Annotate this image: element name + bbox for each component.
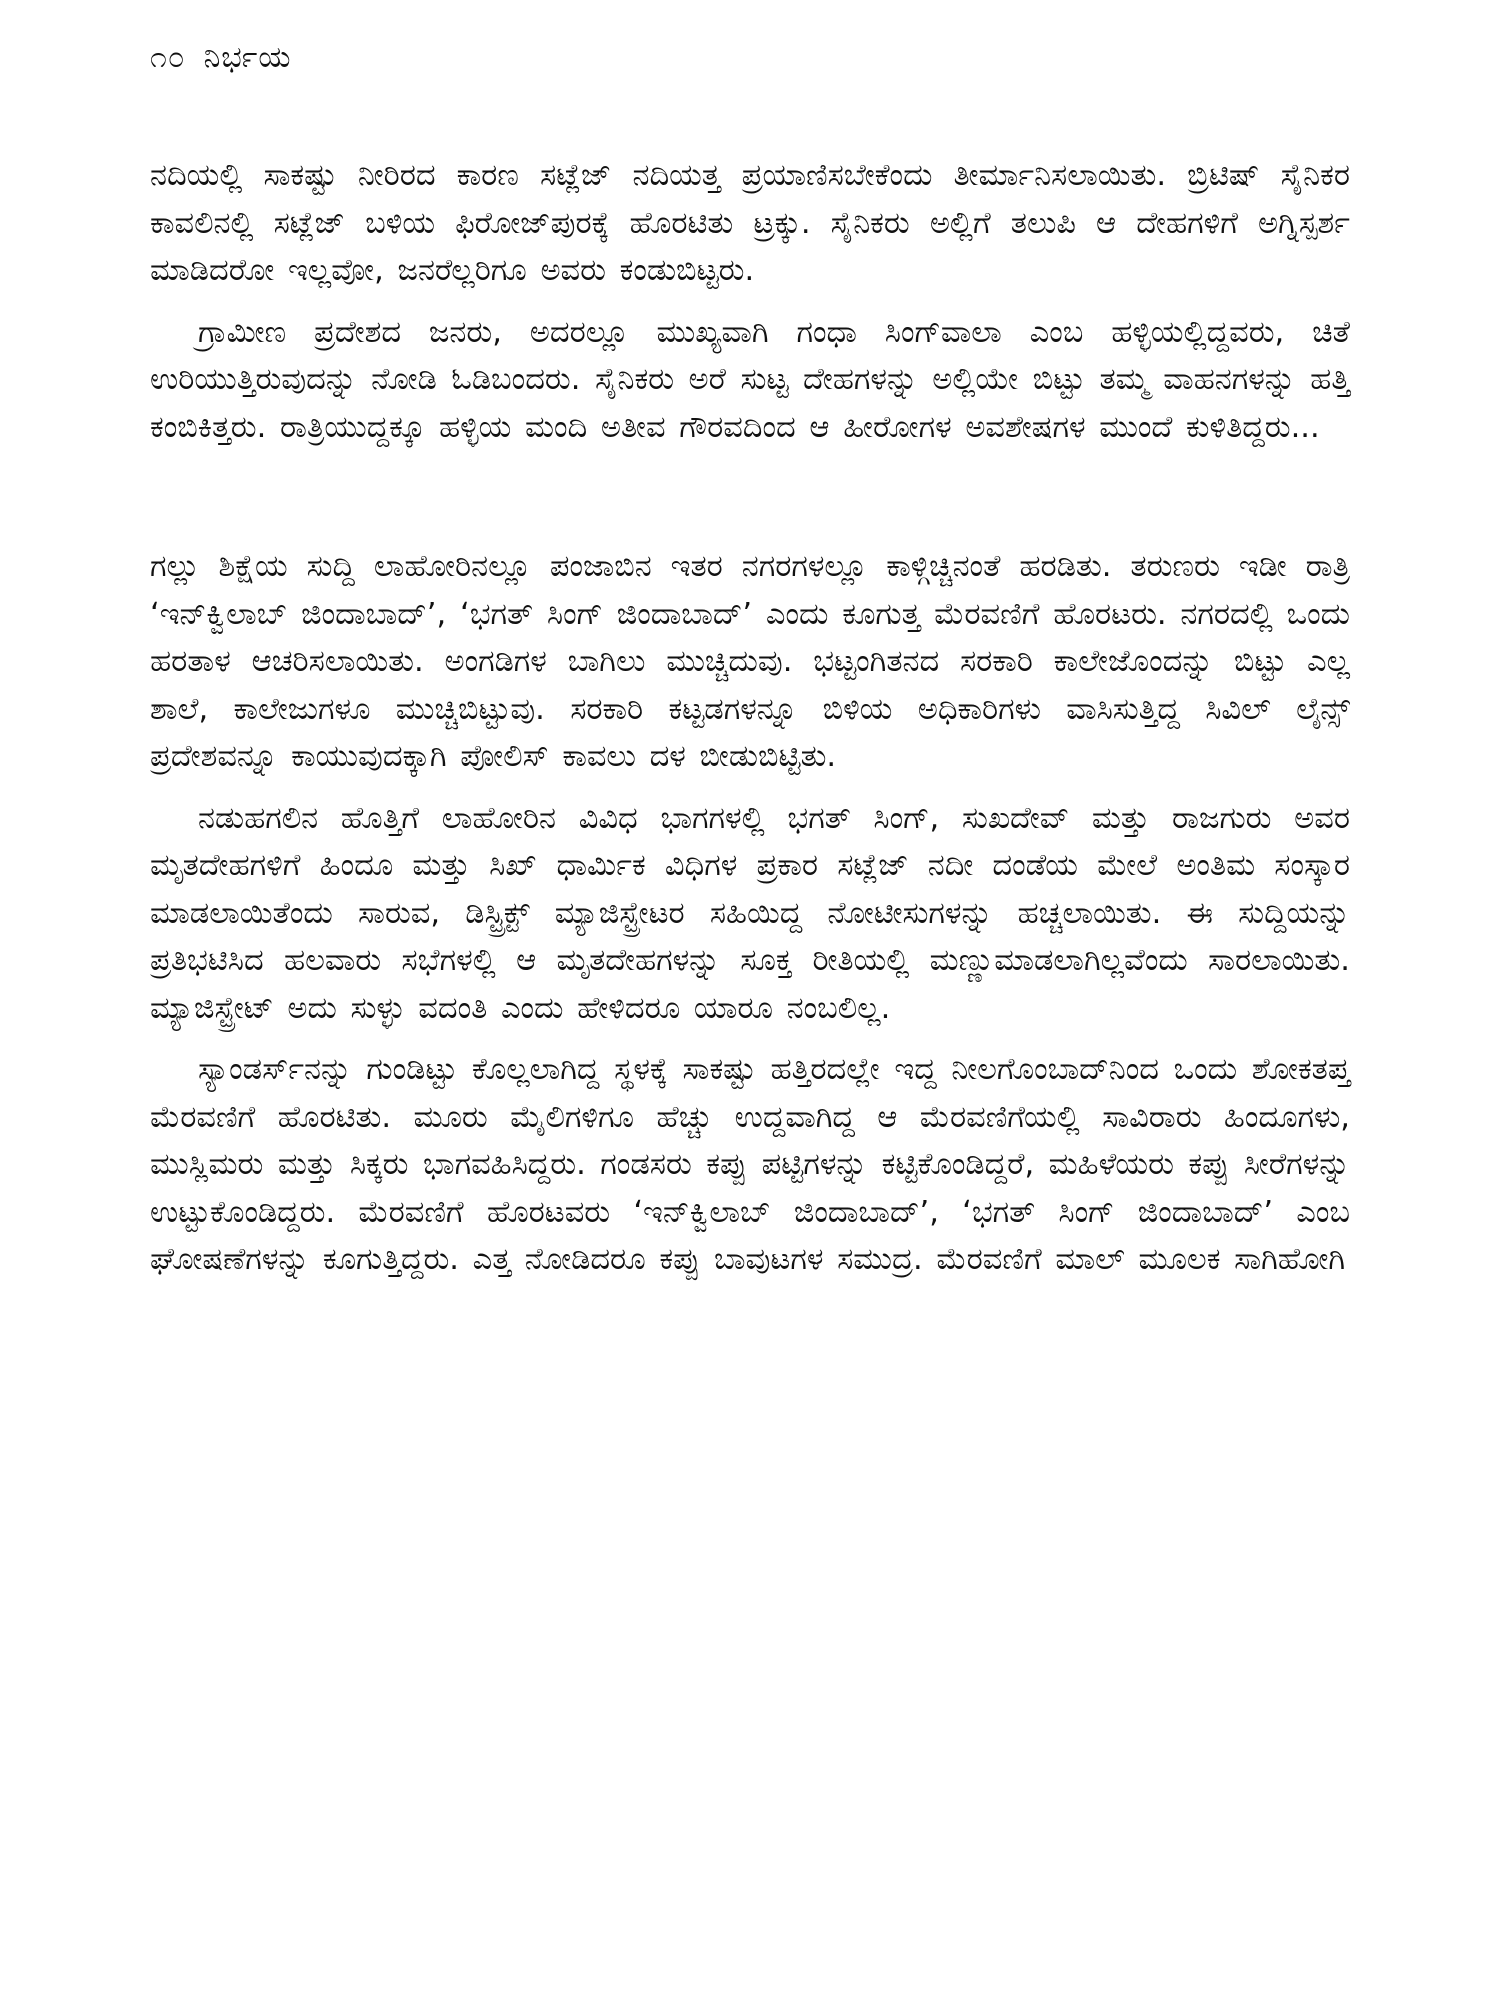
paragraph: ಗ್ರಾಮೀಣ ಪ್ರದೇಶದ ಜನರು, ಅದರಲ್ಲೂ ಮುಖ್ಯವಾಗಿ ಗಂಧಾ ಸಿಂಗ್‌ವಾಲಾ ಎಂಬ ಹಳ್ಳಿಯಲ್ಲಿದ್ದವರು, ಚಿತೆ ಉರಿಯುತ್ತಿರುವುದನ್ನು ನೋಡಿ ಓಡಿಬಂದರು. ಸೈನಿಕರು ಅರೆ ಸುಟ್ಟ ದೇಹಗಳನ್ನು ಅಲ್ಲಿಯೇ ಬಿಟ್ಟು ತಮ್ಮ ವಾಹನಗಳನ್ನು ಹತ್ತಿ ಕಂಬಿಕಿತ್ತರು. ರಾತ್ರಿಯುದ್ದಕ್ಕೂ ಹಳ್ಳಿಯ ಮಂದಿ ಅತೀವ ಗೌರವದಿಂದ ಆ ಹೀರೋಗಳ ಅವಶೇಷಗಳ ಮುಂದೆ ಕುಳಿತಿದ್ದರು... (150, 314, 1350, 445)
body-text (150, 152, 1350, 1298)
paragraph: ನಡುಹಗಲಿನ ಹೊತ್ತಿಗೆ ಲಾಹೋರಿನ ವಿವಿಧ ಭಾಗಗಳಲ್ಲಿ ಭಗತ್ ಸಿಂಗ್, ಸುಖದೇವ್ ಮತ್ತು ರಾಜಗುರು ಅವರ ಮೃತದೇಹಗಳಿಗೆ ಹಿಂದೂ ಮತ್ತು ಸಿಖ್ ಧಾರ್ಮಿಕ ವಿಧಿಗಳ ಪ್ರಕಾರ ಸಟ್ಲೆಜ್ ನದೀ ದಂಡೆಯ ಮೇಲೆ ಅಂತಿಮ ಸಂಸ್ಕಾರ ಮಾಡಲಾಯಿತೆಂದು ಸಾರುವ, ಡಿಸ್ಟ್ರಿಕ್ಟ್ ಮ್ಯಾಜಿಸ್ಟ್ರೇಟರ ಸಹಿಯಿದ್ದ ನೋಟೀಸುಗಳನ್ನು ಹಚ್ಚಲಾಯಿತು. ಈ ಸುದ್ದಿಯನ್ನು ಪ್ರತಿಭಟಿಸಿದ ಹಲವಾರು ಸಭೆಗಳಲ್ಲಿ ಆ ಮೃತದೇಹಗಳನ್ನು ಸೂಕ್ತ ರೀತಿಯಲ್ಲಿ ಮಣ್ಣುಮಾಡಲಾಗಿಲ್ಲವೆಂದು ಸಾರಲಾಯಿತು. ಮ್ಯಾಜಿಸ್ಟ್ರೇಟ್ ಅದು ಸುಳ್ಳು ವದಂತಿ ಎಂದು ಹೇಳಿದರೂ ಯಾರೂ ನಂಬಲಿಲ್ಲ. (150, 800, 1350, 1026)
paragraph: ಗಲ್ಲು ಶಿಕ್ಷೆಯ ಸುದ್ದಿ ಲಾಹೋರಿನಲ್ಲೂ ಪಂಜಾಬಿನ ಇತರ ನಗರಗಳಲ್ಲೂ ಕಾಳ್ಗಿಚ್ಚಿನಂತೆ ಹರಡಿತು. ತರುಣರು ಇಡೀ ರಾತ್ರಿ ‘ಇನ್‌ಕ್ವಿಲಾಬ್ ಜಿಂದಾಬಾದ್’, ‘ಭಗತ್ ಸಿಂಗ್ ಜಿಂದಾಬಾದ್’ ಎಂದು ಕೂಗುತ್ತ ಮೆರವಣಿಗೆ ಹೊರಟರು. ನಗರದಲ್ಲಿ ಒಂದು ಹರತಾಳ ಆಚರಿಸಲಾಯಿತು. ಅಂಗಡಿಗಳ ಬಾಗಿಲು ಮುಚ್ಚಿದುವು. ಭಟ್ಟಂಗಿತನದ ಸರಕಾರಿ ಕಾಲೇಜೊಂದನ್ನು ಬಿಟ್ಟು ಎಲ್ಲ ಶಾಲೆ, ಕಾಲೇಜುಗಳೂ ಮುಚ್ಚಿಬಿಟ್ಟುವು. ಸರಕಾರಿ ಕಟ್ಟಡಗಳನ್ನೂ ಬಿಳಿಯ ಅಧಿಕಾರಿಗಳು ವಾಸಿಸುತ್ತಿದ್ದ ಸಿವಿಲ್ ಲೈನ್ಸ್ ಪ್ರದೇಶವನ್ನೂ ಕಾಯುವುದಕ್ಕಾಗಿ ಪೋಲಿಸ್ ಕಾವಲು ದಳ ಬೀಡುಬಿಟ್ಟಿತು. (150, 549, 1350, 774)
page-header (150, 40, 309, 75)
book-title: ನಿರ್ಭಯ (203, 40, 292, 75)
page-number: ೧೦ (150, 40, 186, 75)
paragraph: ಸ್ಯಾಂಡರ್ಸ್‌ನನ್ನು ಗುಂಡಿಟ್ಟು ಕೊಲ್ಲಲಾಗಿದ್ದ ಸ್ಥಳಕ್ಕೆ ಸಾಕಷ್ಟು ಹತ್ತಿರದಲ್ಲೇ ಇದ್ದ ನೀಲಗೊಂಬಾದ್‌ನಿಂದ ಒಂದು ಶೋಕತಪ್ತ ಮೆರವಣಿಗೆ ಹೊರಟಿತು. ಮೂರು ಮೈಲಿಗಳಿಗೂ ಹೆಚ್ಚು ಉದ್ದವಾಗಿದ್ದ ಆ ಮೆರವಣಿಗೆಯಲ್ಲಿ ಸಾವಿರಾರು ಹಿಂದೂಗಳು, ಮುಸ್ಲಿಮರು ಮತ್ತು ಸಿಕ್ಕರು ಭಾಗವಹಿಸಿದ್ದರು. ಗಂಡಸರು ಕಪ್ಪು ಪಟ್ಟಿಗಳನ್ನು ಕಟ್ಟಿಕೊಂಡಿದ್ದರೆ, ಮಹಿಳೆಯರು ಕಪ್ಪು ಸೀರೆಗಳನ್ನು ಉಟ್ಟುಕೊಂಡಿದ್ದರು. ಮೆರವಣಿಗೆ ಹೊರಟವರು ‘ಇನ್‌ಕ್ವಿಲಾಬ್ ಜಿಂದಾಬಾದ್’, ‘ಭಗತ್ ಸಿಂಗ್ ಜಿಂದಾಬಾದ್’ ಎಂಬ ಘೋಷಣೆಗಳನ್ನು ಕೂಗುತ್ತಿದ್ದರು. ಎತ್ತ ನೋಡಿದರೂ ಕಪ್ಪು ಬಾವುಟಗಳ ಸಮುದ್ರ. ಮೆರವಣಿಗೆ ಮಾಲ್ ಮೂಲಕ ಸಾಗಿಹೋಗಿ (150, 1052, 1350, 1277)
paragraph: ನದಿಯಲ್ಲಿ ಸಾಕಷ್ಟು ನೀರಿರದ ಕಾರಣ ಸಟ್ಲೆಜ್ ನದಿಯತ್ತ ಪ್ರಯಾಣಿಸಬೇಕೆಂದು ತೀರ್ಮಾನಿಸಲಾಯಿತು. ಬ್ರಿಟಿಷ್ ಸೈನಿಕರ ಕಾವಲಿನಲ್ಲಿ ಸಟ್ಲೆಜ್ ಬಳಿಯ ಫಿರೋಜ್‌ಪುರಕ್ಕೆ ಹೊರಟಿತು ಟ್ರಕ್ಕು. ಸೈನಿಕರು ಅಲ್ಲಿಗೆ ತಲುಪಿ ಆ ದೇಹಗಳಿಗೆ ಅಗ್ನಿಸ್ಪರ್ಶ ಮಾಡಿದರೋ ಇಲ್ಲವೋ, ಜನರೆಲ್ಲರಿಗೂ ಅವರು ಕಂಡುಬಿಟ್ಟರು. (150, 158, 1350, 288)
section-break (150, 465, 1350, 543)
